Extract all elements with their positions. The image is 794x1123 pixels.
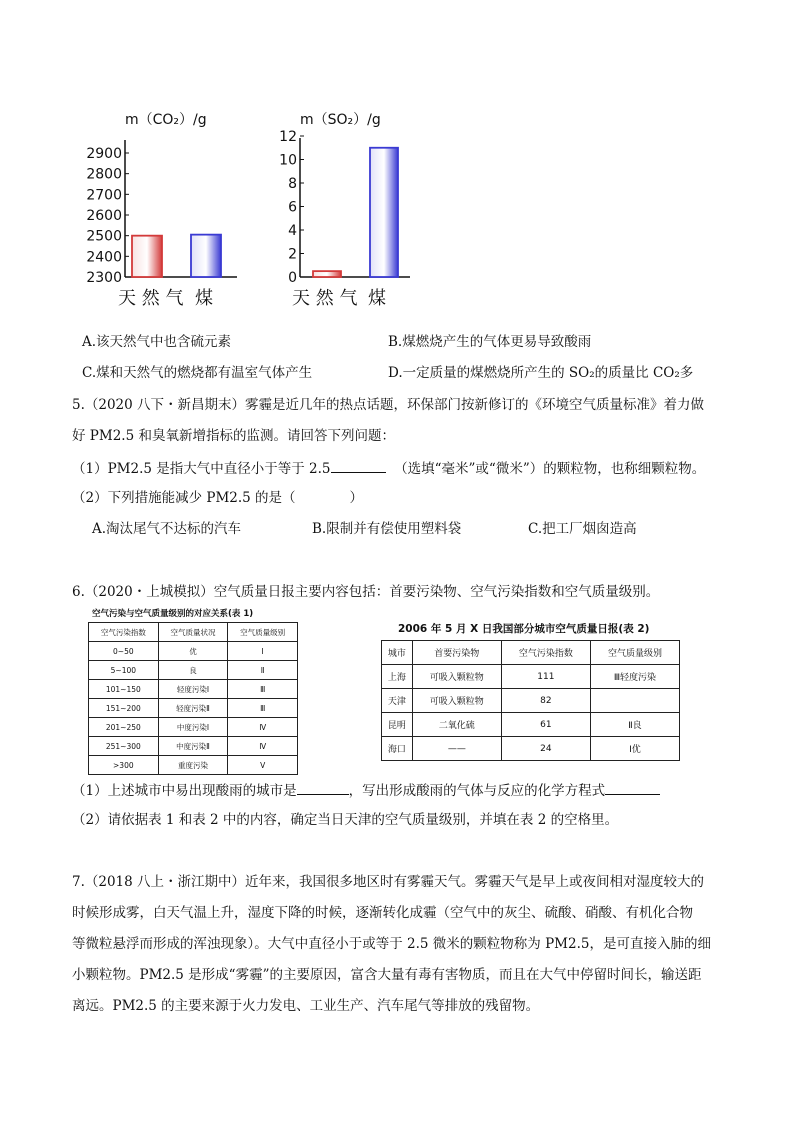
q5-part-2: （2）下列措施能减少 PM2.5 的是（ ） — [72, 490, 364, 506]
co2-tick-label: 2800 — [86, 166, 122, 183]
table-2-cell: 海口 — [382, 737, 413, 761]
so2-bar-gas — [313, 271, 341, 277]
table-1-cell: Ⅰ — [228, 642, 298, 661]
so2-category-gas: 天 然 气 — [292, 288, 358, 309]
co2-tick-label: 2300 — [86, 270, 122, 286]
q6-part-1-text-2: ，写出形成酸雨的气体与反应的化学方程式 — [348, 783, 606, 799]
so2-tick-label: 8 — [288, 176, 297, 192]
table-1-cell: 轻度污染Ⅰ — [158, 680, 228, 699]
table-2-cell: 天津 — [382, 689, 413, 713]
q5-answer-blank-unit[interactable] — [331, 458, 386, 473]
q5-stem-1: 5.（2020 八下・新昌期末）雾霾是近几年的热点话题，环保部门按新修订的《环境空气质量标准》着力做 — [72, 397, 705, 413]
table-1-cell: Ⅲ — [228, 680, 298, 699]
table-1-row — [89, 680, 298, 699]
so2-category-coal: 煤 — [368, 288, 386, 309]
co2-category-coal: 煤 — [195, 288, 213, 309]
so2-tick-label: 6 — [288, 199, 297, 216]
table-1-cell: Ⅳ — [228, 737, 298, 756]
table-2-header: 首要污染物 — [412, 641, 501, 665]
q5-part-1-text-2: （选填“毫米”或“微米”）的颗粒物，也称细颗粒物。 — [394, 461, 706, 477]
table-2-cell: 61 — [501, 713, 590, 737]
q5-option-c: C.把工厂烟囱造高 — [528, 521, 637, 537]
table-1-header: 空气污染指数 — [89, 623, 159, 642]
table-2-row — [382, 737, 680, 761]
so2-tick-label: 12 — [279, 129, 297, 145]
q5-option-a: A.淘汰尾气不达标的汽车 — [92, 521, 242, 537]
q7-line-5: 离远。PM2.5 的主要来源于火力发电、工业生产、汽车尾气等排放的残留物。 — [72, 998, 540, 1014]
table-2-cell: 24 — [501, 737, 590, 761]
table-2-cell: Ⅰ优 — [590, 737, 679, 761]
table-1-cell: 201~250 — [89, 718, 159, 737]
so2-tick-label: 2 — [288, 246, 297, 263]
table-2-header: 城市 — [382, 641, 413, 665]
table-2-cell: 111 — [501, 665, 590, 689]
table-1-row — [89, 737, 298, 756]
q6-part-1-text: （1）上述城市中易出现酸雨的城市是 — [72, 783, 297, 799]
q5-stem-2: 好 PM2.5 和臭氧新增指标的监测。请回答下列问题： — [72, 428, 395, 444]
table-1 — [88, 622, 298, 775]
co2-chart — [86, 100, 250, 315]
q7-line-2: 时候形成雾，白天气温上升，湿度下降的时候，逐渐转化成霾（空气中的灰尘、硫酸、硝酸、有机化合物 — [72, 905, 693, 921]
so2-tick-label: 10 — [279, 152, 297, 169]
table-2-cell: 可吸入颗粒物 — [412, 689, 501, 713]
q5-part-1-text: （1）PM2.5 是指大气中直径小于等于 2.5 — [72, 461, 331, 477]
co2-tick-label: 2600 — [86, 208, 122, 224]
table-1-cell: Ⅴ — [228, 756, 298, 775]
table-1-cell: 0~50 — [89, 642, 159, 661]
q7-line-3: 等微粒悬浮而形成的浑浊现象）。大气中直径小于或等于 2.5 微米的颗粒物称为 PM2.5，是可直接入肺的细 — [72, 936, 711, 952]
table-1-cell: Ⅲ — [228, 699, 298, 718]
option-c: C.煤和天然气的燃烧都有温室气体产生 — [82, 365, 313, 381]
table-1-cell: 良 — [158, 661, 228, 680]
table-2-cell: 昆明 — [382, 713, 413, 737]
table-1-cell: Ⅱ — [228, 661, 298, 680]
table-1-cell: 中度污染Ⅰ — [158, 718, 228, 737]
q6-answer-blank-equation[interactable] — [605, 780, 660, 795]
table-1-cell: 优 — [158, 642, 228, 661]
table-1-row — [89, 699, 298, 718]
so2-chart — [270, 100, 420, 315]
table-1-row — [89, 718, 298, 737]
table-1-cell: 251~300 — [89, 737, 159, 756]
table-2-row — [382, 665, 680, 689]
table-1-cell: 151~200 — [89, 699, 159, 718]
q7-line-4: 小颗粒物。PM2.5 是形成“雾霾”的主要原因，富含大量有毒有害物质，而且在大气中停留时间长，输送距 — [72, 967, 702, 983]
q6-stem: 6.（2020・上城模拟）空气质量日报主要内容包括：首要污染物、空气污染指数和空气质量级别。 — [72, 584, 660, 600]
so2-bar-coal — [370, 148, 398, 277]
table-2-cell: Ⅲ轻度污染 — [590, 665, 679, 689]
option-a: A.该天然气中也含硫元素 — [82, 334, 232, 350]
co2-tick-label: 2700 — [86, 187, 122, 204]
co2-bar-gas — [132, 236, 162, 277]
table-1-header: 空气质量级别 — [228, 623, 298, 642]
table-1-row — [89, 756, 298, 775]
co2-axis-label: m（CO₂）/g — [125, 112, 207, 128]
so2-axis-label: m（SO₂）/g — [300, 112, 381, 128]
table-1-cell: >300 — [89, 756, 159, 775]
q6-part-1 — [72, 780, 660, 800]
q5-option-b: B.限制并有偿使用塑料袋 — [312, 521, 462, 537]
table-1-cell: 5~100 — [89, 661, 159, 680]
q6-part-2: （2）请依据表 1 和表 2 中的内容，确定当日天津的空气质量级别，并填在表 2 的空格里。 — [72, 812, 619, 828]
table-2-cell: Ⅱ良 — [590, 713, 679, 737]
table-2-header: 空气质量级别 — [590, 641, 679, 665]
option-d: D.一定质量的煤燃烧所产生的 SO₂的质量比 CO₂多 — [388, 365, 694, 381]
table-2-row — [382, 689, 680, 713]
q5-part-1 — [72, 458, 705, 478]
table-2-cell: 82 — [501, 689, 590, 713]
co2-tick-label: 2500 — [86, 228, 122, 245]
co2-tick-label: 2400 — [86, 249, 122, 266]
table-1-caption: 空气污染与空气质量级别的对应关系(表 1) — [92, 609, 254, 619]
option-b: B.煤燃烧产生的气体更易导致酸雨 — [388, 334, 592, 350]
table-2-cell: 二氧化硫 — [412, 713, 501, 737]
table-1-row — [89, 661, 298, 680]
table-1-cell: 101~150 — [89, 680, 159, 699]
table-2-header: 空气污染指数 — [501, 641, 590, 665]
table-2 — [381, 640, 680, 761]
table-1-cell: 中度污染Ⅱ — [158, 737, 228, 756]
table-1-cell: 轻度污染Ⅱ — [158, 699, 228, 718]
q6-answer-blank-city[interactable] — [297, 780, 349, 795]
table-1-header: 空气质量状况 — [158, 623, 228, 642]
table-2-row — [382, 713, 680, 737]
so2-tick-label: 4 — [288, 223, 297, 239]
table-2-cell: 上海 — [382, 665, 413, 689]
table-2-caption: 2006 年 5 月 X 日我国部分城市空气质量日报(表 2) — [398, 623, 650, 635]
table-1-row — [89, 642, 298, 661]
co2-bar-coal — [191, 235, 221, 277]
so2-tick-label: 0 — [288, 270, 297, 286]
table-2-blank-cell[interactable] — [590, 689, 679, 713]
table-2-cell: 可吸入颗粒物 — [412, 665, 501, 689]
table-1-cell: 重度污染 — [158, 756, 228, 775]
co2-category-gas: 天 然 气 — [118, 288, 184, 309]
table-2-cell: —— — [412, 737, 501, 761]
table-1-cell: Ⅳ — [228, 718, 298, 737]
q7-line-1: 7.（2018 八上・浙江期中）近年来，我国很多地区时有雾霾天气。雾霾天气是早上或夜间相对湿度较大的 — [72, 874, 705, 890]
co2-tick-label: 2900 — [86, 146, 122, 162]
